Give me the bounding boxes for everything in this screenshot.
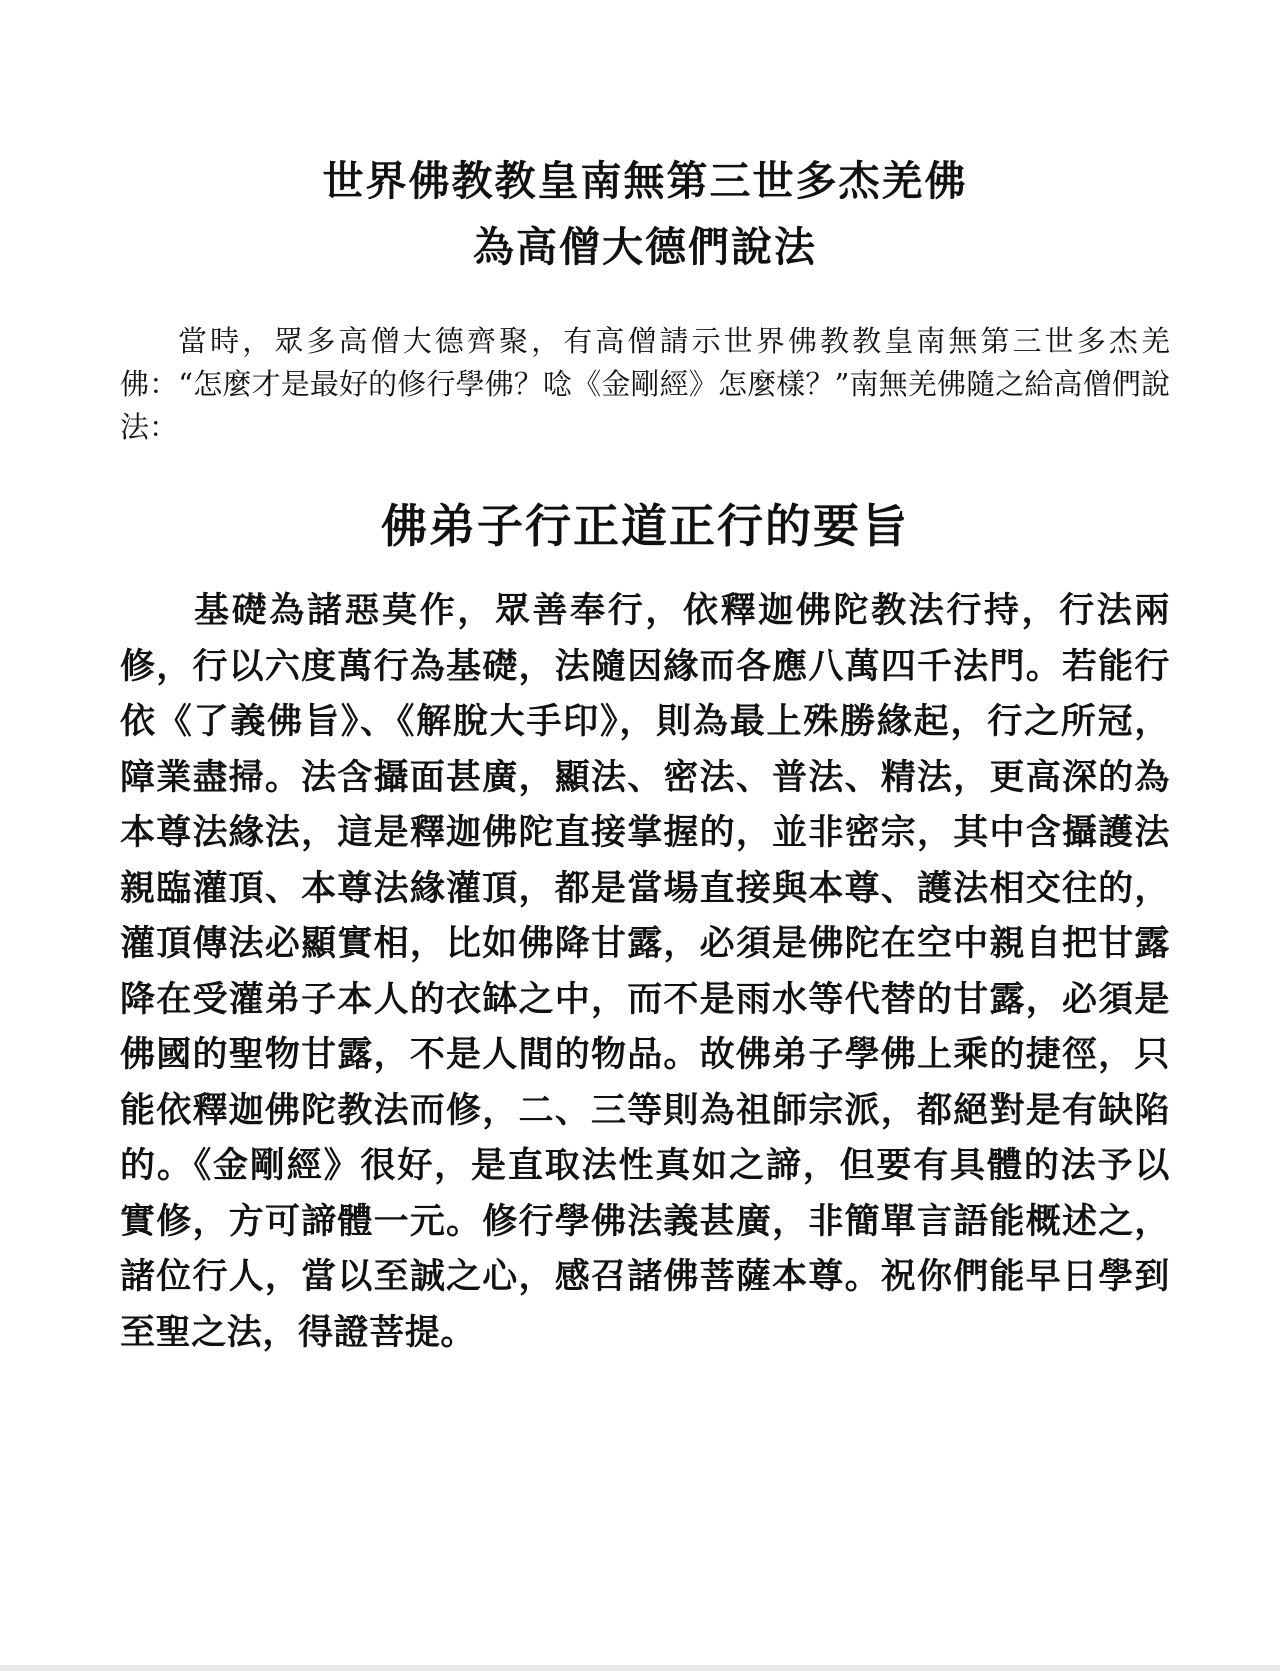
intro-paragraph: 當時，眾多高僧大德齊聚，有高僧請示世界佛教教皇南無第三世多杰羌佛：“怎麼才是最好的修行學佛？唸《金剛經》怎麼樣？”南無羌佛隨之給高僧們說法： — [120, 324, 1170, 444]
title-line-2: 為高僧大德們說法 — [473, 223, 817, 271]
title-line-1: 世界佛教教皇南無第三世多杰羌佛 — [322, 157, 968, 205]
body-paragraph: 基礎為諸惡莫作，眾善奉行，依釋迦佛陀教法行持，行法兩修，行以六度萬行為基礎，法隨因緣而各應八萬四千法門。若能行依《了義佛旨》、《解脫大手印》，則為最上殊勝緣起，行之所冠，障業盡掃。法含攝面甚廣，顯法、密法、普法、精法，更高深的為本尊法緣法，這是釋迦佛陀直接掌握的，並非密宗，其中含攝護法親臨灌頂、本尊法緣灌頂，都是當場直接與本尊、護法相交往的，灌頂傳法必顯實相，比如佛降甘露，必須是佛陀在空中親自把甘露降在受灌弟子本人的衣缽之中，而不是雨水等代替的甘露，必須是佛國的聖物甘露，不是人間的物品。故佛弟子學佛上乘的捷徑，只能依釋迦佛陀教法而修，二、三等則為祖師宗派，都絕對是有缺陷的。《金剛經》很好，是直取法性真如之諦，但要有具體的法予以實修，方可諦體一元。修行學佛法義甚廣，非簡單言語能概述之，諸位行人，當以至誠之心，感召諸佛菩薩本尊。祝你們能早日學到至聖之法，得證菩提。 — [120, 590, 1170, 1353]
section-heading: 佛弟子行正道正行的要旨 — [381, 499, 909, 553]
document-page — [120, 150, 1170, 1360]
page-bottom-border — [0, 1665, 1280, 1671]
